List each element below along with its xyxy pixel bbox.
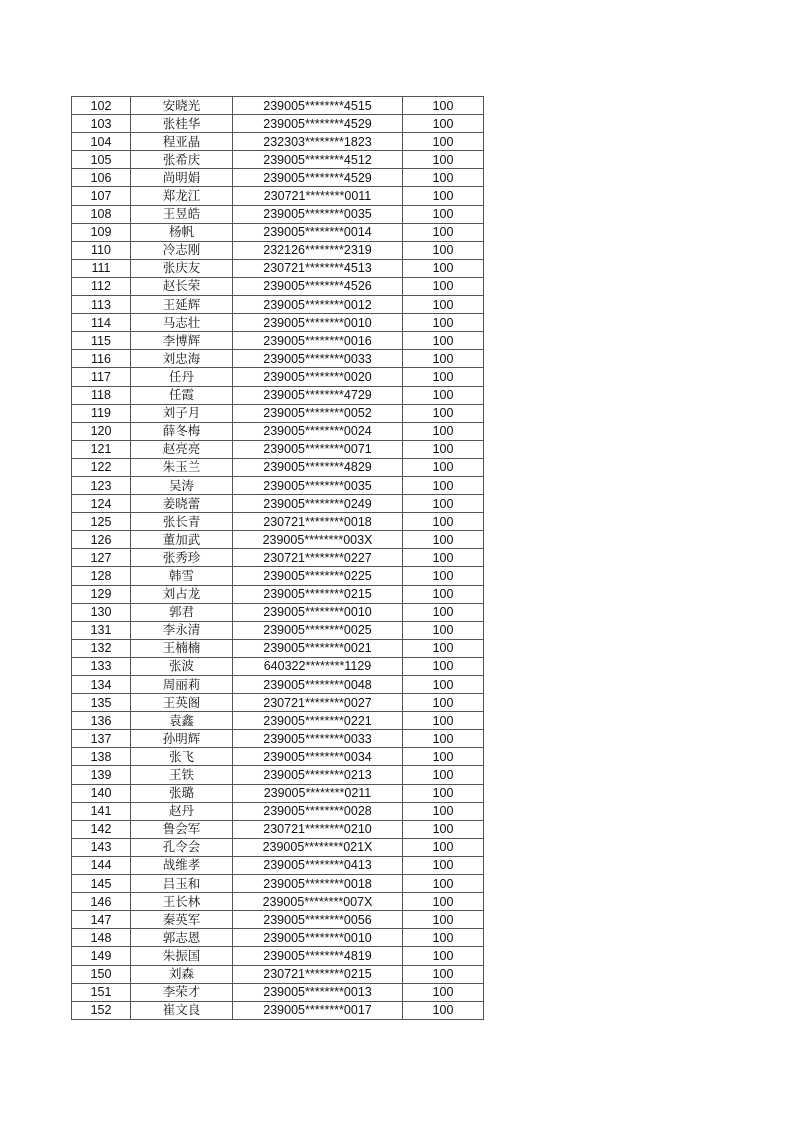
row-number-cell: 148: [72, 929, 131, 947]
name-cell: 安晓光: [131, 97, 233, 115]
name-cell: 王延辉: [131, 296, 233, 314]
id-number-cell: 239005********0035: [233, 476, 403, 494]
row-number-cell: 150: [72, 965, 131, 983]
name-cell: 张长青: [131, 513, 233, 531]
table-row: [72, 386, 484, 404]
table-row: [72, 639, 484, 657]
score-cell: 100: [403, 458, 484, 476]
table-row: [72, 549, 484, 567]
id-number-cell: 239005********0215: [233, 585, 403, 603]
score-cell: 100: [403, 169, 484, 187]
id-number-cell: 239005********021X: [233, 838, 403, 856]
row-number-cell: 128: [72, 567, 131, 585]
name-cell: 鲁会军: [131, 820, 233, 838]
table-row: [72, 277, 484, 295]
row-number-cell: 143: [72, 838, 131, 856]
id-number-cell: 239005********0010: [233, 929, 403, 947]
score-cell: 100: [403, 748, 484, 766]
row-number-cell: 122: [72, 458, 131, 476]
row-number-cell: 102: [72, 97, 131, 115]
name-cell: 董加武: [131, 531, 233, 549]
table-row: [72, 856, 484, 874]
table-row: [72, 97, 484, 115]
score-cell: 100: [403, 820, 484, 838]
row-number-cell: 142: [72, 820, 131, 838]
table-row: [72, 332, 484, 350]
score-cell: 100: [403, 151, 484, 169]
table-row: [72, 422, 484, 440]
score-cell: 100: [403, 495, 484, 513]
row-number-cell: 133: [72, 657, 131, 675]
table-row: [72, 133, 484, 151]
name-cell: 朱玉兰: [131, 458, 233, 476]
score-cell: 100: [403, 965, 484, 983]
table-row: [72, 404, 484, 422]
score-cell: 100: [403, 404, 484, 422]
score-cell: 100: [403, 838, 484, 856]
row-number-cell: 144: [72, 856, 131, 874]
table-row: [72, 947, 484, 965]
name-cell: 郑龙江: [131, 187, 233, 205]
score-cell: 100: [403, 712, 484, 730]
name-cell: 周丽莉: [131, 676, 233, 694]
name-cell: 朱振国: [131, 947, 233, 965]
table-row: [72, 169, 484, 187]
id-number-cell: 640322********1129: [233, 657, 403, 675]
id-number-cell: 230721********0227: [233, 549, 403, 567]
name-cell: 王楠楠: [131, 639, 233, 657]
table-row: [72, 350, 484, 368]
name-cell: 郭君: [131, 603, 233, 621]
score-cell: 100: [403, 422, 484, 440]
score-cell: 100: [403, 766, 484, 784]
score-cell: 100: [403, 639, 484, 657]
table-row: [72, 205, 484, 223]
name-cell: 王英阁: [131, 694, 233, 712]
score-cell: 100: [403, 205, 484, 223]
id-number-cell: 239005********0225: [233, 567, 403, 585]
score-cell: 100: [403, 893, 484, 911]
name-cell: 张波: [131, 657, 233, 675]
table-row: [72, 603, 484, 621]
row-number-cell: 106: [72, 169, 131, 187]
table-row: [72, 187, 484, 205]
id-number-cell: 230721********0210: [233, 820, 403, 838]
table-row: [72, 820, 484, 838]
row-number-cell: 123: [72, 476, 131, 494]
name-cell: 孔令会: [131, 838, 233, 856]
id-number-cell: 239005********0016: [233, 332, 403, 350]
name-cell: 赵丹: [131, 802, 233, 820]
score-cell: 100: [403, 567, 484, 585]
table-row: [72, 911, 484, 929]
row-number-cell: 132: [72, 639, 131, 657]
table-row: [72, 730, 484, 748]
name-cell: 孙明辉: [131, 730, 233, 748]
id-number-cell: 239005********0033: [233, 730, 403, 748]
name-cell: 杨帆: [131, 223, 233, 241]
table-row: [72, 223, 484, 241]
id-number-cell: 239005********0034: [233, 748, 403, 766]
name-cell: 刘子月: [131, 404, 233, 422]
row-number-cell: 139: [72, 766, 131, 784]
table-row: [72, 983, 484, 1001]
id-number-cell: 239005********0012: [233, 296, 403, 314]
score-cell: 100: [403, 115, 484, 133]
row-number-cell: 137: [72, 730, 131, 748]
name-cell: 李荣才: [131, 983, 233, 1001]
row-number-cell: 146: [72, 893, 131, 911]
row-number-cell: 135: [72, 694, 131, 712]
table-row: [72, 1001, 484, 1019]
id-number-cell: 230721********0011: [233, 187, 403, 205]
id-number-cell: 239005********0071: [233, 440, 403, 458]
row-number-cell: 124: [72, 495, 131, 513]
row-number-cell: 108: [72, 205, 131, 223]
table-row: [72, 766, 484, 784]
table-row: [72, 929, 484, 947]
row-number-cell: 127: [72, 549, 131, 567]
score-cell: 100: [403, 531, 484, 549]
table-row: [72, 893, 484, 911]
name-cell: 李博辉: [131, 332, 233, 350]
id-number-cell: 239005********0017: [233, 1001, 403, 1019]
table-row: [72, 440, 484, 458]
name-cell: 刘忠海: [131, 350, 233, 368]
id-number-cell: 239005********0249: [233, 495, 403, 513]
table-row: [72, 748, 484, 766]
row-number-cell: 111: [72, 259, 131, 277]
table-row: [72, 694, 484, 712]
table-row: [72, 115, 484, 133]
name-cell: 薛冬梅: [131, 422, 233, 440]
score-cell: 100: [403, 983, 484, 1001]
name-cell: 赵长荣: [131, 277, 233, 295]
row-number-cell: 134: [72, 676, 131, 694]
row-number-cell: 126: [72, 531, 131, 549]
score-cell: 100: [403, 513, 484, 531]
id-number-cell: 239005********0413: [233, 856, 403, 874]
name-cell: 郭志恩: [131, 929, 233, 947]
table-row: [72, 712, 484, 730]
roster-table: [71, 96, 484, 1020]
table-row: [72, 567, 484, 585]
row-number-cell: 114: [72, 314, 131, 332]
name-cell: 韩雪: [131, 567, 233, 585]
row-number-cell: 115: [72, 332, 131, 350]
name-cell: 崔文良: [131, 1001, 233, 1019]
score-cell: 100: [403, 187, 484, 205]
name-cell: 王铁: [131, 766, 233, 784]
name-cell: 赵亮亮: [131, 440, 233, 458]
id-number-cell: 239005********4829: [233, 458, 403, 476]
score-cell: 100: [403, 332, 484, 350]
table-row: [72, 259, 484, 277]
id-number-cell: 239005********0048: [233, 676, 403, 694]
id-number-cell: 239005********0010: [233, 314, 403, 332]
table-row: [72, 784, 484, 802]
score-cell: 100: [403, 350, 484, 368]
row-number-cell: 125: [72, 513, 131, 531]
table-row: [72, 495, 484, 513]
name-cell: 刘森: [131, 965, 233, 983]
name-cell: 张希庆: [131, 151, 233, 169]
name-cell: 姜晓蕾: [131, 495, 233, 513]
name-cell: 张桂华: [131, 115, 233, 133]
row-number-cell: 112: [72, 277, 131, 295]
id-number-cell: 230721********4513: [233, 259, 403, 277]
row-number-cell: 110: [72, 241, 131, 259]
score-cell: 100: [403, 296, 484, 314]
table-row: [72, 531, 484, 549]
id-number-cell: 239005********0028: [233, 802, 403, 820]
id-number-cell: 239005********0013: [233, 983, 403, 1001]
id-number-cell: 239005********4819: [233, 947, 403, 965]
row-number-cell: 117: [72, 368, 131, 386]
id-number-cell: 239005********0025: [233, 621, 403, 639]
id-number-cell: 239005********4512: [233, 151, 403, 169]
row-number-cell: 107: [72, 187, 131, 205]
id-number-cell: 239005********0014: [233, 223, 403, 241]
table-row: [72, 657, 484, 675]
score-cell: 100: [403, 277, 484, 295]
id-number-cell: 239005********4526: [233, 277, 403, 295]
id-number-cell: 230721********0215: [233, 965, 403, 983]
name-cell: 袁鑫: [131, 712, 233, 730]
row-number-cell: 119: [72, 404, 131, 422]
table-row: [72, 368, 484, 386]
id-number-cell: 239005********4529: [233, 169, 403, 187]
row-number-cell: 140: [72, 784, 131, 802]
roster-table-body: [72, 97, 484, 1020]
score-cell: 100: [403, 223, 484, 241]
row-number-cell: 130: [72, 603, 131, 621]
score-cell: 100: [403, 549, 484, 567]
id-number-cell: 239005********0052: [233, 404, 403, 422]
score-cell: 100: [403, 133, 484, 151]
score-cell: 100: [403, 929, 484, 947]
score-cell: 100: [403, 856, 484, 874]
id-number-cell: 232303********1823: [233, 133, 403, 151]
table-row: [72, 838, 484, 856]
row-number-cell: 103: [72, 115, 131, 133]
score-cell: 100: [403, 440, 484, 458]
table-row: [72, 476, 484, 494]
table-row: [72, 241, 484, 259]
row-number-cell: 149: [72, 947, 131, 965]
name-cell: 任丹: [131, 368, 233, 386]
name-cell: 秦英军: [131, 911, 233, 929]
name-cell: 王昱皓: [131, 205, 233, 223]
table-row: [72, 585, 484, 603]
name-cell: 李永清: [131, 621, 233, 639]
score-cell: 100: [403, 368, 484, 386]
score-cell: 100: [403, 1001, 484, 1019]
name-cell: 张庆友: [131, 259, 233, 277]
row-number-cell: 116: [72, 350, 131, 368]
score-cell: 100: [403, 603, 484, 621]
table-row: [72, 621, 484, 639]
score-cell: 100: [403, 621, 484, 639]
table-row: [72, 458, 484, 476]
name-cell: 尚明娟: [131, 169, 233, 187]
score-cell: 100: [403, 259, 484, 277]
table-row: [72, 802, 484, 820]
row-number-cell: 138: [72, 748, 131, 766]
id-number-cell: 239005********007X: [233, 893, 403, 911]
row-number-cell: 105: [72, 151, 131, 169]
table-row: [72, 513, 484, 531]
name-cell: 吴涛: [131, 476, 233, 494]
name-cell: 战维孝: [131, 856, 233, 874]
table-row: [72, 314, 484, 332]
name-cell: 张飞: [131, 748, 233, 766]
name-cell: 吕玉和: [131, 875, 233, 893]
id-number-cell: 239005********4529: [233, 115, 403, 133]
row-number-cell: 136: [72, 712, 131, 730]
id-number-cell: 239005********0020: [233, 368, 403, 386]
name-cell: 刘占龙: [131, 585, 233, 603]
row-number-cell: 152: [72, 1001, 131, 1019]
score-cell: 100: [403, 802, 484, 820]
name-cell: 王长林: [131, 893, 233, 911]
row-number-cell: 104: [72, 133, 131, 151]
table-row: [72, 875, 484, 893]
name-cell: 张秀珍: [131, 549, 233, 567]
row-number-cell: 129: [72, 585, 131, 603]
score-cell: 100: [403, 314, 484, 332]
id-number-cell: 239005********0010: [233, 603, 403, 621]
table-row: [72, 296, 484, 314]
name-cell: 任霞: [131, 386, 233, 404]
score-cell: 100: [403, 694, 484, 712]
row-number-cell: 109: [72, 223, 131, 241]
score-cell: 100: [403, 947, 484, 965]
score-cell: 100: [403, 875, 484, 893]
row-number-cell: 131: [72, 621, 131, 639]
id-number-cell: 239005********0221: [233, 712, 403, 730]
name-cell: 马志壮: [131, 314, 233, 332]
score-cell: 100: [403, 585, 484, 603]
id-number-cell: 239005********4515: [233, 97, 403, 115]
row-number-cell: 141: [72, 802, 131, 820]
score-cell: 100: [403, 476, 484, 494]
row-number-cell: 147: [72, 911, 131, 929]
score-cell: 100: [403, 730, 484, 748]
score-cell: 100: [403, 657, 484, 675]
id-number-cell: 239005********0024: [233, 422, 403, 440]
id-number-cell: 232126********2319: [233, 241, 403, 259]
id-number-cell: 239005********003X: [233, 531, 403, 549]
id-number-cell: 239005********4729: [233, 386, 403, 404]
score-cell: 100: [403, 784, 484, 802]
id-number-cell: 239005********0018: [233, 875, 403, 893]
id-number-cell: 239005********0035: [233, 205, 403, 223]
id-number-cell: 230721********0027: [233, 694, 403, 712]
table-row: [72, 151, 484, 169]
score-cell: 100: [403, 911, 484, 929]
name-cell: 冷志刚: [131, 241, 233, 259]
id-number-cell: 239005********0021: [233, 639, 403, 657]
row-number-cell: 121: [72, 440, 131, 458]
score-cell: 100: [403, 676, 484, 694]
row-number-cell: 120: [72, 422, 131, 440]
row-number-cell: 118: [72, 386, 131, 404]
score-cell: 100: [403, 97, 484, 115]
id-number-cell: 239005********0211: [233, 784, 403, 802]
id-number-cell: 239005********0056: [233, 911, 403, 929]
id-number-cell: 239005********0033: [233, 350, 403, 368]
name-cell: 程亚晶: [131, 133, 233, 151]
id-number-cell: 230721********0018: [233, 513, 403, 531]
score-cell: 100: [403, 241, 484, 259]
row-number-cell: 145: [72, 875, 131, 893]
score-cell: 100: [403, 386, 484, 404]
row-number-cell: 113: [72, 296, 131, 314]
row-number-cell: 151: [72, 983, 131, 1001]
id-number-cell: 239005********0213: [233, 766, 403, 784]
name-cell: 张璐: [131, 784, 233, 802]
table-row: [72, 676, 484, 694]
table-row: [72, 965, 484, 983]
